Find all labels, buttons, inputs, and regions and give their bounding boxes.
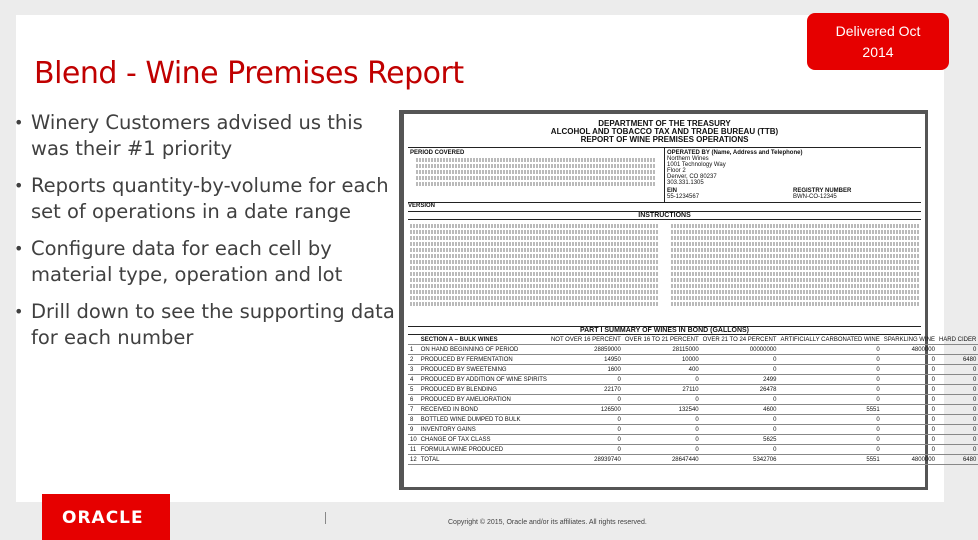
table-row [408, 435, 978, 445]
table-cell: 28939740 [549, 455, 623, 465]
wine-premises-report-image [399, 110, 977, 490]
row-label: BOTTLED WINE DUMPED TO BULK [419, 415, 549, 425]
operator-line: Denver, CO 80237 [667, 174, 717, 180]
operator-line: Floor 2 [667, 168, 686, 174]
table-cell: 0 [701, 425, 779, 435]
table-cell: 0 [778, 435, 881, 445]
table-cell: 0 [778, 415, 881, 425]
table-cell: 0 [623, 395, 701, 405]
table-cell: 1600 [549, 365, 623, 375]
registry-value: BWN-CO-12345 [793, 194, 837, 200]
bullet-item [14, 299, 396, 351]
table-cell: 0 [701, 395, 779, 405]
report-header [404, 120, 925, 144]
table-row [408, 405, 978, 415]
period-block [408, 148, 664, 202]
table-cell: 126500 [549, 405, 623, 415]
table-cell: 10000 [623, 355, 701, 365]
table-cell: 00000000 [701, 345, 779, 355]
table-cell: 0 [549, 435, 623, 445]
table-cell: 0 [937, 365, 978, 375]
table-cell: 0 [882, 385, 937, 395]
table-cell: 0 [937, 405, 978, 415]
table-cell: 0 [623, 375, 701, 385]
table-cell: 4800000 [882, 455, 937, 465]
ein-value: 55-1234567 [667, 194, 700, 200]
bullet-icon: • [14, 239, 24, 258]
table-cell: 0 [937, 375, 978, 385]
table-row [408, 395, 978, 405]
table-cell: 2499 [701, 375, 779, 385]
table-cell: 28115000 [623, 345, 701, 355]
row-number: 11 [408, 445, 419, 455]
table-cell: 0 [623, 425, 701, 435]
part-label: PART I SUMMARY OF WINES IN BOND (GALLONS) [408, 326, 921, 335]
row-label: TOTAL [419, 455, 549, 465]
row-label: PRODUCED BY BLENDING [419, 385, 549, 395]
slide-title: Blend - Wine Premises Report [34, 56, 464, 91]
row-label: PRODUCED BY SWEETENING [419, 365, 549, 375]
table-cell: 0 [937, 345, 978, 355]
table-row [408, 445, 978, 455]
row-number: 9 [408, 425, 419, 435]
bullet-text: Reports quantity-by-volume for each set of operations in a date range [31, 174, 389, 223]
table-cell: 0 [882, 415, 937, 425]
badge-line-2: 2014 [862, 44, 894, 60]
table-cell: 0 [882, 445, 937, 455]
table-cell: 5625 [701, 435, 779, 445]
table-cell: 0 [549, 375, 623, 385]
registry-label: REGISTRY NUMBER [793, 188, 852, 194]
table-row [408, 425, 978, 435]
row-label: PRODUCED BY ADDITION OF WINE SPIRITS [420, 376, 547, 383]
table-cell: 0 [623, 445, 701, 455]
table-cell: 28859000 [549, 345, 623, 355]
report-header-line: ALCOHOL AND TOBACCO TAX AND TRADE BUREAU (TTB) [550, 127, 779, 136]
table-cell: 132540 [623, 405, 701, 415]
table-cell: 0 [778, 365, 881, 375]
table-cell: 0 [778, 385, 881, 395]
table-cell: 0 [623, 415, 701, 425]
report-table [408, 326, 977, 465]
table-cell: 0 [937, 425, 978, 435]
oracle-logo [42, 494, 170, 540]
table-cell: 27110 [623, 385, 701, 395]
bullet-item [14, 236, 396, 288]
table-row [408, 365, 978, 375]
table-row [408, 375, 978, 385]
delivered-badge [807, 13, 949, 70]
bullet-item [14, 110, 396, 162]
table-cell: 0 [778, 445, 881, 455]
report-id-section [408, 147, 921, 202]
report-header-line: REPORT OF WINE PREMISES OPERATIONS [580, 135, 749, 144]
row-number: 12 [410, 456, 417, 463]
ein-label: EIN [667, 188, 678, 194]
table-cell: 0 [882, 405, 937, 415]
period-label: PERIOD COVERED [410, 150, 465, 156]
row-number: 1 [408, 345, 419, 355]
footer-divider [325, 512, 326, 524]
table-cell: 0 [778, 425, 881, 435]
row-number: 2 [408, 355, 419, 365]
table-cell: 6480 [937, 355, 978, 365]
bulk-wines-table [408, 335, 978, 465]
table-cell: 0 [882, 435, 937, 445]
table-row [408, 455, 978, 465]
table-cell: 0 [937, 395, 978, 405]
bullet-icon: • [14, 302, 24, 321]
col-header: OVER 16 TO 21 PERCENT [624, 336, 699, 343]
table-cell: 0 [937, 385, 978, 395]
row-number: 8 [408, 415, 419, 425]
table-cell: 0 [882, 375, 937, 385]
table-cell: 0 [701, 355, 779, 365]
table-cell: 0 [701, 365, 779, 375]
copyright-text: Copyright © 2015, Oracle and/or its affiliates. All rights reserved. [448, 519, 647, 526]
row-number: 10 [410, 436, 417, 443]
table-cell: 26478 [701, 385, 779, 395]
table-cell: 14950 [549, 355, 623, 365]
instructions-text [404, 222, 925, 310]
badge-line-1: Delivered Oct [835, 23, 921, 39]
table-cell: 0 [778, 395, 881, 405]
table-cell: 5342706 [701, 455, 779, 465]
operator-line: 303.331.1305 [667, 180, 704, 186]
table-cell: 5551 [778, 405, 881, 415]
table-cell: 0 [882, 355, 937, 365]
operator-line: Northern Wines [667, 156, 709, 162]
table-cell: 28647440 [623, 455, 701, 465]
table-cell: 0 [778, 345, 881, 355]
col-header: NOT OVER 16 PERCENT [550, 336, 621, 343]
period-lines [416, 158, 656, 186]
row-number: 4 [408, 375, 419, 385]
table-cell: 0 [882, 395, 937, 405]
row-number: 7 [408, 405, 419, 415]
table-cell: 6480 [937, 455, 978, 465]
col-header: SPARKLING WINE [883, 336, 935, 343]
table-cell: 0 [937, 445, 978, 455]
row-label: ON HAND BEGINNING OF PERIOD [419, 345, 549, 355]
table-cell: 400 [623, 365, 701, 375]
section-label: SECTION A – BULK WINES [419, 335, 549, 345]
row-number: 6 [408, 395, 419, 405]
table-row [408, 385, 978, 395]
row-label: INVENTORY GAINS [419, 425, 549, 435]
bullet-icon: • [14, 113, 24, 132]
table-cell: 0 [701, 445, 779, 455]
instructions-heading: INSTRUCTIONS [408, 211, 921, 220]
row-number: 3 [408, 365, 419, 375]
operated-by-label: OPERATED BY (Name, Address and Telephone) [667, 150, 803, 156]
version-row [408, 202, 921, 209]
table-cell: 0 [549, 415, 623, 425]
table-cell: 0 [549, 445, 623, 455]
ein-registry-row [667, 188, 919, 200]
row-label: RECEIVED IN BOND [419, 405, 549, 415]
bullet-item [14, 173, 396, 225]
table-cell: 0 [701, 415, 779, 425]
col-header: HARD CIDER [938, 336, 977, 343]
bullet-text: Configure data for each cell by material type, operation and lot [31, 237, 343, 286]
bullet-icon: • [14, 176, 24, 195]
table-cell: 0 [623, 435, 701, 445]
table-cell: 0 [937, 415, 978, 425]
table-cell: 4600 [701, 405, 779, 415]
table-cell: 4800000 [882, 345, 937, 355]
table-cell: 0 [549, 425, 623, 435]
table-cell: 0 [778, 355, 881, 365]
col-header: ARTIFICIALLY CARBONATED WINE [780, 336, 880, 343]
table-cell: 0 [549, 395, 623, 405]
table-cell: 0 [778, 375, 881, 385]
row-number: 5 [408, 385, 419, 395]
row-label: FORMULA WINE PRODUCED [419, 445, 549, 455]
table-cell: 0 [882, 425, 937, 435]
col-header: OVER 21 TO 24 PERCENT [702, 336, 777, 343]
row-label: PRODUCED BY FERMENTATION [419, 355, 549, 365]
table-row [408, 415, 978, 425]
table-row [408, 355, 978, 365]
operator-block [664, 148, 921, 202]
table-row [408, 345, 978, 355]
row-label: PRODUCED BY AMELIORATION [419, 395, 549, 405]
version-label: VERSION [408, 203, 436, 209]
bullet-text: Winery Customers advised us this was their #1 priority [31, 111, 363, 160]
report-header-line: DEPARTMENT OF THE TREASURY [598, 119, 731, 128]
bullet-text: Drill down to see the supporting data for each number [31, 300, 395, 349]
table-cell: 0 [882, 365, 937, 375]
oracle-logo-text: ORACLE [62, 508, 144, 528]
instructions-col-left [410, 224, 659, 308]
table-header-row [408, 335, 978, 345]
table-cell: 5551 [778, 455, 881, 465]
row-label: CHANGE OF TAX CLASS [419, 435, 549, 445]
instructions-col-right [671, 224, 920, 308]
table-cell: 0 [937, 435, 978, 445]
bullet-list [14, 110, 396, 362]
table-cell: 22170 [549, 385, 623, 395]
operator-line: 1001 Technology Way [667, 162, 726, 168]
